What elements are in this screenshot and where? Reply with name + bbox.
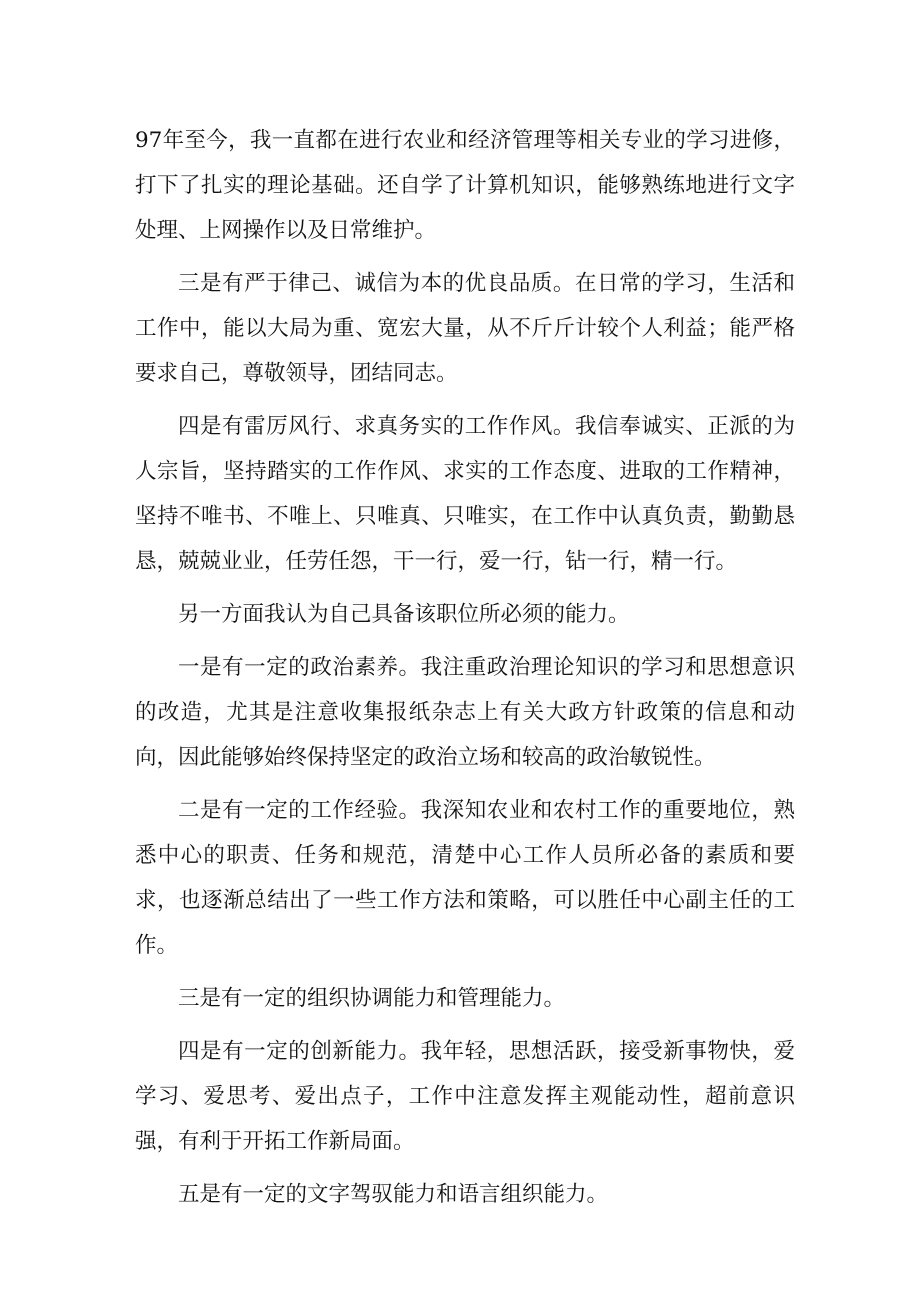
paragraph-continued: 97年至今，我一直都在进行农业和经济管理等相关专业的学习进修，打下了扎实的理论基础。还自学了计算机知识，能够熟练地进行文字处理、上网操作以及日常维护。 <box>135 128 795 243</box>
paragraph-ability-intro: 另一方面我认为自己具备该职位所必须的能力。 <box>178 602 630 627</box>
paragraph-political-quality: 一是有一定的政治素养。我注重政治理论知识的学习和思想意识的改造，尤其是注意收集报纸杂志上有关大政方针政策的信息和动向，因此能够始终保持坚定的政治立场和较高的政治敏锐性。 <box>135 655 795 770</box>
paragraph-writing-ability: 五是有一定的文字驾驭能力和语言组织能力。 <box>178 1182 609 1207</box>
paragraph-innovation: 四是有一定的创新能力。我年轻，思想活跃，接受新事物快，爱学习、爱思考、爱出点子，工作中注意发挥主观能动性，超前意识强，有利于开拓工作新局面。 <box>135 1039 795 1154</box>
paragraph-work-experience: 二是有一定的工作经验。我深知农业和农村工作的重要地位，熟悉中心的职责、任务和规范，清楚中心工作人员所必备的素质和要求，也逐渐总结出了一些工作方法和策略，可以胜任中心副主任的工作。 <box>135 798 795 958</box>
paragraph-work-style: 四是有雷厉风行、求真务实的工作作风。我信奉诚实、正派的为人宗旨，坚持踏实的工作作风、求实的工作态度、进取的工作精神，坚持不唯书、不唯上、只唯真、只唯实，在工作中认真负责，勤勤恳恳，兢兢业业，任劳任怨，干一行，爱一行，钻一行，精一行。 <box>135 414 795 574</box>
document-body <box>135 118 795 1225</box>
paragraph-coordination: 三是有一定的组织协调能力和管理能力。 <box>178 986 566 1011</box>
paragraph-quality: 三是有严于律己、诚信为本的优良品质。在日常的学习，生活和工作中，能以大局为重、宽宏大量，从不斤斤计较个人利益；能严格要求自己，尊敬领导，团结同志。 <box>135 271 795 386</box>
